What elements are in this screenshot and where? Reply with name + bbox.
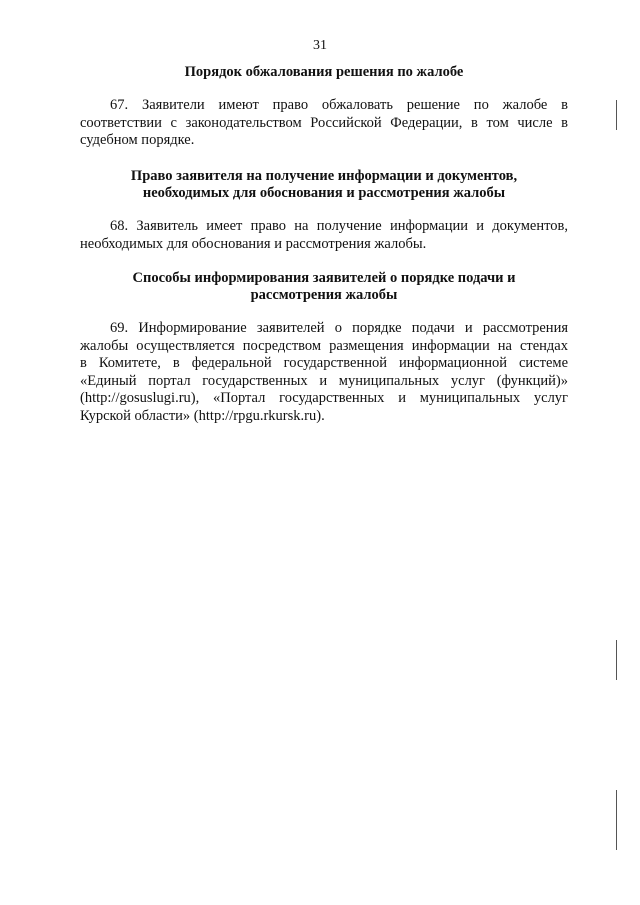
paragraph-line: «Единый портал государственных и муниципальных услуг (функций)» xyxy=(80,372,568,389)
paragraph-line: 67. Заявители имеют право обжаловать решение по жалобе в xyxy=(110,97,568,113)
paragraph-line: судебном порядке. xyxy=(80,132,195,148)
heading-line: Порядок обжалования решения по жалобе xyxy=(184,64,464,80)
paragraph-69 xyxy=(80,320,568,425)
section-heading-informing-methods xyxy=(80,270,568,304)
scan-edge-mark xyxy=(616,100,617,130)
section-heading-right-to-information xyxy=(80,168,568,202)
heading-line: необходимых для обоснования и рассмотрения жалобы xyxy=(142,185,506,201)
paragraph-67 xyxy=(80,97,568,150)
scan-edge-mark xyxy=(616,790,617,850)
heading-line: рассмотрения жалобы xyxy=(250,287,398,303)
paragraph-line: Курской области» (http://rpgu.rkursk.ru). xyxy=(80,407,325,424)
heading-line: Способы информирования заявителей о порядке подачи и xyxy=(132,270,516,286)
section-heading-appeal-procedure xyxy=(80,64,568,81)
paragraph-68 xyxy=(80,218,568,253)
paragraph-line: в Комитете, в федеральной государственной информационной системе xyxy=(80,355,568,371)
scan-edge-mark xyxy=(616,640,617,680)
paragraph-line: необходимых для обоснования и рассмотрения жалобы. xyxy=(80,235,427,252)
paragraph-line: жалобы осуществляется посредством размещения информации на стендах xyxy=(80,337,568,354)
paragraph-line: 69. Информирование заявителей о порядке подачи и рассмотрения xyxy=(110,320,568,336)
paragraph-line: 68. Заявитель имеет право на получение информации и документов, xyxy=(110,218,568,234)
paragraph-line: (http://gosuslugi.ru), «Портал государственных и муниципальных услуг xyxy=(80,390,568,406)
heading-line: Право заявителя на получение информации и документов, xyxy=(130,168,518,184)
paragraph-line: соответствии с законодательством Российской Федерации, в том числе в xyxy=(80,114,568,131)
page-number: 31 xyxy=(313,38,327,53)
